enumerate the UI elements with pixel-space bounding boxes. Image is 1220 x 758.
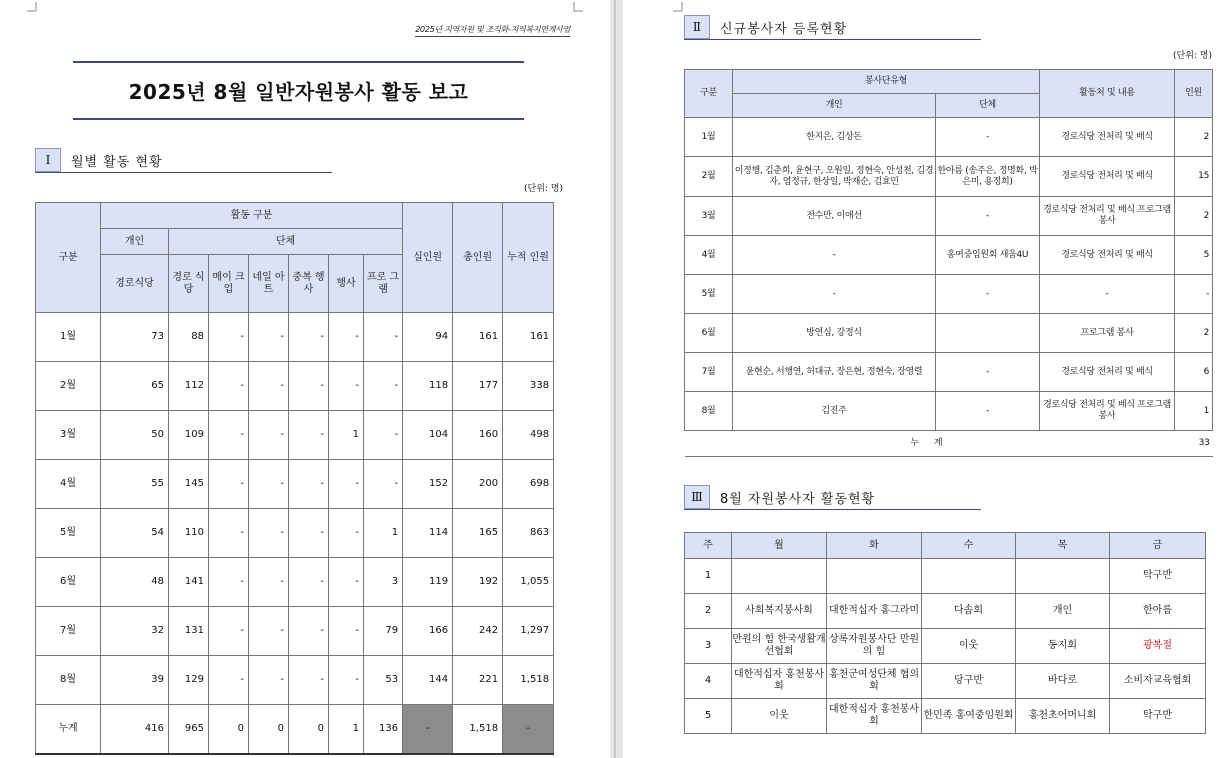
table-cell: 당구반 bbox=[922, 664, 1016, 699]
table-cell: 대한적십자 홍그라미 bbox=[827, 594, 922, 629]
table-cell: - bbox=[936, 353, 1040, 392]
table-cell: 1,518 bbox=[503, 656, 554, 705]
table-cell: 242 bbox=[453, 607, 503, 656]
col-c1: 경로식당 bbox=[101, 255, 169, 313]
col-day: 화 bbox=[827, 533, 922, 559]
col-day: 월 bbox=[732, 533, 827, 559]
table-row bbox=[685, 197, 1213, 236]
col-c6: 행사 bbox=[329, 255, 364, 313]
table-cell: 129 bbox=[169, 656, 209, 705]
section-1-heading bbox=[35, 148, 332, 173]
table-cell: - bbox=[289, 558, 329, 607]
table-row bbox=[685, 118, 1213, 157]
table-cell: 5 bbox=[1175, 236, 1213, 275]
table-cell: 104 bbox=[403, 411, 453, 460]
table-cell: - bbox=[364, 411, 403, 460]
section-label: 8월 자원봉사자 활동현황 bbox=[720, 491, 876, 507]
table-cell: 광복절 bbox=[1110, 629, 1206, 664]
table-cell: - bbox=[364, 313, 403, 362]
table-cell: 0 bbox=[289, 705, 329, 754]
table-cell: 177 bbox=[453, 362, 503, 411]
table-cell: 416 bbox=[101, 705, 169, 754]
table-cell: - bbox=[289, 411, 329, 460]
table-cell bbox=[1016, 559, 1110, 594]
table-cell: 131 bbox=[169, 607, 209, 656]
table-cell: 이웃 bbox=[732, 699, 827, 734]
table-cell bbox=[827, 559, 922, 594]
table-cell: - bbox=[329, 313, 364, 362]
table-cell: 대한적십자 홍천봉사회 bbox=[732, 664, 827, 699]
table-cell: 152 bbox=[403, 460, 453, 509]
table-cell: - bbox=[503, 705, 554, 754]
table-cell: 탁구반 bbox=[1110, 559, 1206, 594]
table-cell: 39 bbox=[101, 656, 169, 705]
table-cell: 160 bbox=[453, 411, 503, 460]
table-cell: - bbox=[209, 411, 249, 460]
table-cell: - bbox=[364, 362, 403, 411]
row-month: 8월 bbox=[685, 392, 733, 431]
col-c5: 중복 행사 bbox=[289, 255, 329, 313]
table-row bbox=[36, 313, 554, 362]
section-number: Ⅲ bbox=[684, 485, 710, 509]
table-row bbox=[685, 392, 1213, 431]
monthly-rows bbox=[36, 313, 554, 754]
col-gubun: 구분 bbox=[685, 70, 733, 118]
col-day: 목 bbox=[1016, 533, 1110, 559]
table-cell: - bbox=[249, 460, 289, 509]
table-cell: - bbox=[364, 460, 403, 509]
row-month: 2월 bbox=[685, 157, 733, 197]
table-row bbox=[36, 656, 554, 705]
col-day: 금 bbox=[1110, 533, 1206, 559]
table-cell: - bbox=[209, 607, 249, 656]
table-cell: 79 bbox=[364, 607, 403, 656]
row-month: 5월 bbox=[685, 275, 733, 314]
table-cell: 50 bbox=[101, 411, 169, 460]
table-cell: - bbox=[249, 558, 289, 607]
col-total: 총인원 bbox=[453, 203, 503, 313]
row-month: 4월 bbox=[685, 236, 733, 275]
table-cell: - bbox=[403, 705, 453, 754]
table-cell: 1 bbox=[364, 509, 403, 558]
row-month: 4월 bbox=[36, 460, 101, 509]
row-month: 7월 bbox=[685, 353, 733, 392]
table-row bbox=[685, 157, 1213, 197]
table-cell: 홍천초어머니회 bbox=[1016, 699, 1110, 734]
corner-mark bbox=[573, 2, 583, 12]
row-month: 2월 bbox=[36, 362, 101, 411]
row-month: 3월 bbox=[36, 411, 101, 460]
new-volunteer-table bbox=[684, 69, 1213, 457]
table-cell: 경로식당 전처리 및 배식 bbox=[1040, 236, 1175, 275]
table-cell: 166 bbox=[403, 607, 453, 656]
total-row bbox=[685, 431, 1213, 457]
table-cell: - bbox=[329, 656, 364, 705]
table-row bbox=[685, 664, 1206, 699]
table-cell: 965 bbox=[169, 705, 209, 754]
table-cell: 홍여중임원회 새움4U bbox=[936, 236, 1040, 275]
weekly-schedule-table bbox=[684, 532, 1206, 734]
table-cell: 15 bbox=[1175, 157, 1213, 197]
col-activity: 활동 구분 bbox=[101, 203, 403, 229]
table-cell: 94 bbox=[403, 313, 453, 362]
table-row bbox=[685, 275, 1213, 314]
corner-mark bbox=[673, 2, 683, 12]
col-day: 수 bbox=[922, 533, 1016, 559]
table-cell: 32 bbox=[101, 607, 169, 656]
table-cell: 145 bbox=[169, 460, 209, 509]
table-cell: 경로식당 전처리 및 배식 bbox=[1040, 353, 1175, 392]
table-cell: 88 bbox=[169, 313, 209, 362]
table-cell bbox=[922, 559, 1016, 594]
table-row bbox=[36, 460, 554, 509]
table-row bbox=[685, 559, 1206, 594]
table-row bbox=[685, 236, 1213, 275]
table-cell: 1,297 bbox=[503, 607, 554, 656]
row-month: 3월 bbox=[685, 197, 733, 236]
col-day: 주 bbox=[685, 533, 732, 559]
table-cell: 2 bbox=[1175, 197, 1213, 236]
col-cum: 누적 인원 bbox=[503, 203, 554, 313]
table-cell: 김진주 bbox=[733, 392, 936, 431]
col-count: 인원 bbox=[1175, 70, 1213, 118]
table-cell: - bbox=[1040, 275, 1175, 314]
table-cell: 0 bbox=[249, 705, 289, 754]
monthly-activity-table bbox=[35, 202, 554, 755]
table-cell: 1 bbox=[329, 411, 364, 460]
table-cell: - bbox=[733, 275, 936, 314]
table-row bbox=[36, 509, 554, 558]
table-cell: 6 bbox=[1175, 353, 1213, 392]
col-real: 실인원 bbox=[403, 203, 453, 313]
page-title: 2025년 8월 일반자원봉사 활동 보고 bbox=[73, 61, 524, 120]
table-cell: 338 bbox=[503, 362, 554, 411]
table-cell: 프로그램 봉사 bbox=[1040, 314, 1175, 353]
table-cell: 110 bbox=[169, 509, 209, 558]
week-number: 4 bbox=[685, 664, 732, 699]
table-cell bbox=[732, 559, 827, 594]
table-cell: 2 bbox=[1175, 118, 1213, 157]
table-cell: - bbox=[733, 236, 936, 275]
table-cell: 한아름 bbox=[1110, 594, 1206, 629]
col-gubun: 구분 bbox=[36, 203, 101, 313]
table-cell: - bbox=[209, 362, 249, 411]
total-label: 누 계 bbox=[685, 431, 1175, 457]
col-c3: 메이 크업 bbox=[209, 255, 249, 313]
table-cell: 0 bbox=[209, 705, 249, 754]
table-cell: - bbox=[936, 275, 1040, 314]
table-row bbox=[685, 594, 1206, 629]
table-cell: 200 bbox=[453, 460, 503, 509]
table-cell: 소비자교육협회 bbox=[1110, 664, 1206, 699]
table-row bbox=[36, 362, 554, 411]
table-cell: 221 bbox=[453, 656, 503, 705]
table-cell: - bbox=[249, 509, 289, 558]
week-number: 2 bbox=[685, 594, 732, 629]
total-label: 누계 bbox=[36, 705, 101, 754]
table-row bbox=[36, 558, 554, 607]
table-cell: - bbox=[249, 313, 289, 362]
table-cell: - bbox=[936, 197, 1040, 236]
table-cell: 이웃 bbox=[922, 629, 1016, 664]
right-page bbox=[623, 0, 1220, 758]
col-c2: 경로 식당 bbox=[169, 255, 209, 313]
table-cell: - bbox=[329, 509, 364, 558]
row-month: 8월 bbox=[36, 656, 101, 705]
table-cell: 698 bbox=[503, 460, 554, 509]
col-c4: 네일 아트 bbox=[249, 255, 289, 313]
table-cell: 54 bbox=[101, 509, 169, 558]
table-row bbox=[685, 699, 1206, 734]
week-number: 1 bbox=[685, 559, 732, 594]
table-cell: 동지회 bbox=[1016, 629, 1110, 664]
unit-label: (단위: 명) bbox=[524, 184, 563, 194]
table-row bbox=[685, 629, 1206, 664]
table-cell: - bbox=[289, 607, 329, 656]
table-row bbox=[36, 607, 554, 656]
table-cell: 192 bbox=[453, 558, 503, 607]
table-cell: 161 bbox=[503, 313, 554, 362]
table-cell: - bbox=[329, 558, 364, 607]
table-cell: 1,055 bbox=[503, 558, 554, 607]
table-cell: - bbox=[249, 362, 289, 411]
col-place: 활동처 및 내용 bbox=[1040, 70, 1175, 118]
table-cell: 1,518 bbox=[453, 705, 503, 754]
table-cell: 윤현순, 서행연, 허대규, 장은현, 정현숙, 장영렬 bbox=[733, 353, 936, 392]
row-month: 6월 bbox=[36, 558, 101, 607]
total-row bbox=[36, 705, 554, 754]
section-number: Ⅱ bbox=[684, 15, 710, 39]
table-cell: 한지은, 김상돈 bbox=[733, 118, 936, 157]
table-cell: 경로식당 전처리 및 배식 프로그램 봉사 bbox=[1040, 197, 1175, 236]
row-month: 5월 bbox=[36, 509, 101, 558]
table-row bbox=[685, 353, 1213, 392]
section-label: 신규봉사자 등록현황 bbox=[720, 21, 848, 37]
table-cell: 118 bbox=[403, 362, 453, 411]
table-cell: - bbox=[209, 509, 249, 558]
col-individual: 개인 bbox=[733, 94, 936, 118]
section-2-heading bbox=[684, 15, 981, 40]
table-cell: - bbox=[329, 362, 364, 411]
total-value: 33 bbox=[1175, 431, 1213, 457]
section-label: 월별 활동 현황 bbox=[71, 154, 163, 170]
col-individual: 개인 bbox=[101, 229, 169, 255]
table-cell: 다솜회 bbox=[922, 594, 1016, 629]
table-cell: 경로식당 전처리 및 배식 프로그램 봉사 bbox=[1040, 392, 1175, 431]
table-cell: 이정행, 김춘희, 윤현구, 오원일, 정현숙, 안성천, 김경자, 엄정규, 한상일, 박재순, 김효민 bbox=[733, 157, 936, 197]
table-cell: 141 bbox=[169, 558, 209, 607]
row-month: 1월 bbox=[685, 118, 733, 157]
table-cell: - bbox=[209, 460, 249, 509]
table-cell: 114 bbox=[403, 509, 453, 558]
page-header: 2025년 지역자원 및 조직화-지역복지연계사업 bbox=[415, 24, 570, 37]
table-cell: - bbox=[209, 313, 249, 362]
table-cell: - bbox=[329, 460, 364, 509]
table-cell: 개인 bbox=[1016, 594, 1110, 629]
table-cell: - bbox=[289, 656, 329, 705]
col-c7: 프로 그램 bbox=[364, 255, 403, 313]
table-cell: 한민족 홍여중임원회 bbox=[922, 699, 1016, 734]
col-type: 봉사단유형 bbox=[733, 70, 1040, 94]
table-cell: - bbox=[329, 607, 364, 656]
section-3-heading bbox=[684, 485, 981, 510]
table-cell: 홍천군여성단체 협의회 bbox=[827, 664, 922, 699]
table-row bbox=[685, 314, 1213, 353]
table-cell: 탁구반 bbox=[1110, 699, 1206, 734]
table-cell: 161 bbox=[453, 313, 503, 362]
table-cell: - bbox=[289, 362, 329, 411]
row-month: 1월 bbox=[36, 313, 101, 362]
row-month: 7월 bbox=[36, 607, 101, 656]
table-cell: - bbox=[209, 656, 249, 705]
table-cell: - bbox=[249, 607, 289, 656]
table-row bbox=[36, 411, 554, 460]
table-cell: 112 bbox=[169, 362, 209, 411]
table-cell: 2 bbox=[1175, 314, 1213, 353]
table-cell: 1 bbox=[1175, 392, 1213, 431]
table-cell: 한아름 (송주은, 정명화, 박은미, 용정희) bbox=[936, 157, 1040, 197]
table-cell: 경로식당 전처리 및 배식 bbox=[1040, 157, 1175, 197]
table-cell: 65 bbox=[101, 362, 169, 411]
table-cell: 498 bbox=[503, 411, 554, 460]
row-month: 6월 bbox=[685, 314, 733, 353]
table-cell: 863 bbox=[503, 509, 554, 558]
section-number: Ⅰ bbox=[35, 148, 61, 172]
table-cell bbox=[936, 314, 1040, 353]
table-cell: - bbox=[1175, 275, 1213, 314]
col-group: 단체 bbox=[936, 94, 1040, 118]
weekly-rows bbox=[685, 559, 1206, 734]
col-group: 단체 bbox=[169, 229, 403, 255]
table-cell: - bbox=[936, 392, 1040, 431]
table-cell: - bbox=[289, 460, 329, 509]
week-number: 5 bbox=[685, 699, 732, 734]
table-cell: 3 bbox=[364, 558, 403, 607]
table-cell: - bbox=[936, 118, 1040, 157]
table-cell: 165 bbox=[453, 509, 503, 558]
table-cell: 만원의 힘 한국생활개선협회 bbox=[732, 629, 827, 664]
table-cell: 1 bbox=[329, 705, 364, 754]
table-cell: - bbox=[249, 656, 289, 705]
table-cell: 119 bbox=[403, 558, 453, 607]
table-cell: 53 bbox=[364, 656, 403, 705]
table-cell: - bbox=[249, 411, 289, 460]
unit-label: (단위: 명) bbox=[1173, 51, 1212, 61]
table-cell: 바다로 bbox=[1016, 664, 1110, 699]
corner-mark bbox=[27, 2, 37, 12]
new-volunteer-rows bbox=[685, 118, 1213, 457]
table-cell: 전수만, 이애선 bbox=[733, 197, 936, 236]
table-cell: 상록자원봉사단 만원의 힘 bbox=[827, 629, 922, 664]
page-separator bbox=[614, 0, 616, 758]
table-cell: 73 bbox=[101, 313, 169, 362]
table-cell: - bbox=[289, 313, 329, 362]
table-cell: 136 bbox=[364, 705, 403, 754]
table-cell: 방연심, 강정식 bbox=[733, 314, 936, 353]
table-cell: 109 bbox=[169, 411, 209, 460]
table-cell: 55 bbox=[101, 460, 169, 509]
table-cell: - bbox=[289, 509, 329, 558]
table-cell: 48 bbox=[101, 558, 169, 607]
table-cell: - bbox=[209, 558, 249, 607]
table-cell: 대한적십자 홍천봉사회 bbox=[827, 699, 922, 734]
table-cell: 사회복지봉사회 bbox=[732, 594, 827, 629]
table-cell: 경로식당 전처리 및 배식 bbox=[1040, 118, 1175, 157]
table-cell: 144 bbox=[403, 656, 453, 705]
week-number: 3 bbox=[685, 629, 732, 664]
